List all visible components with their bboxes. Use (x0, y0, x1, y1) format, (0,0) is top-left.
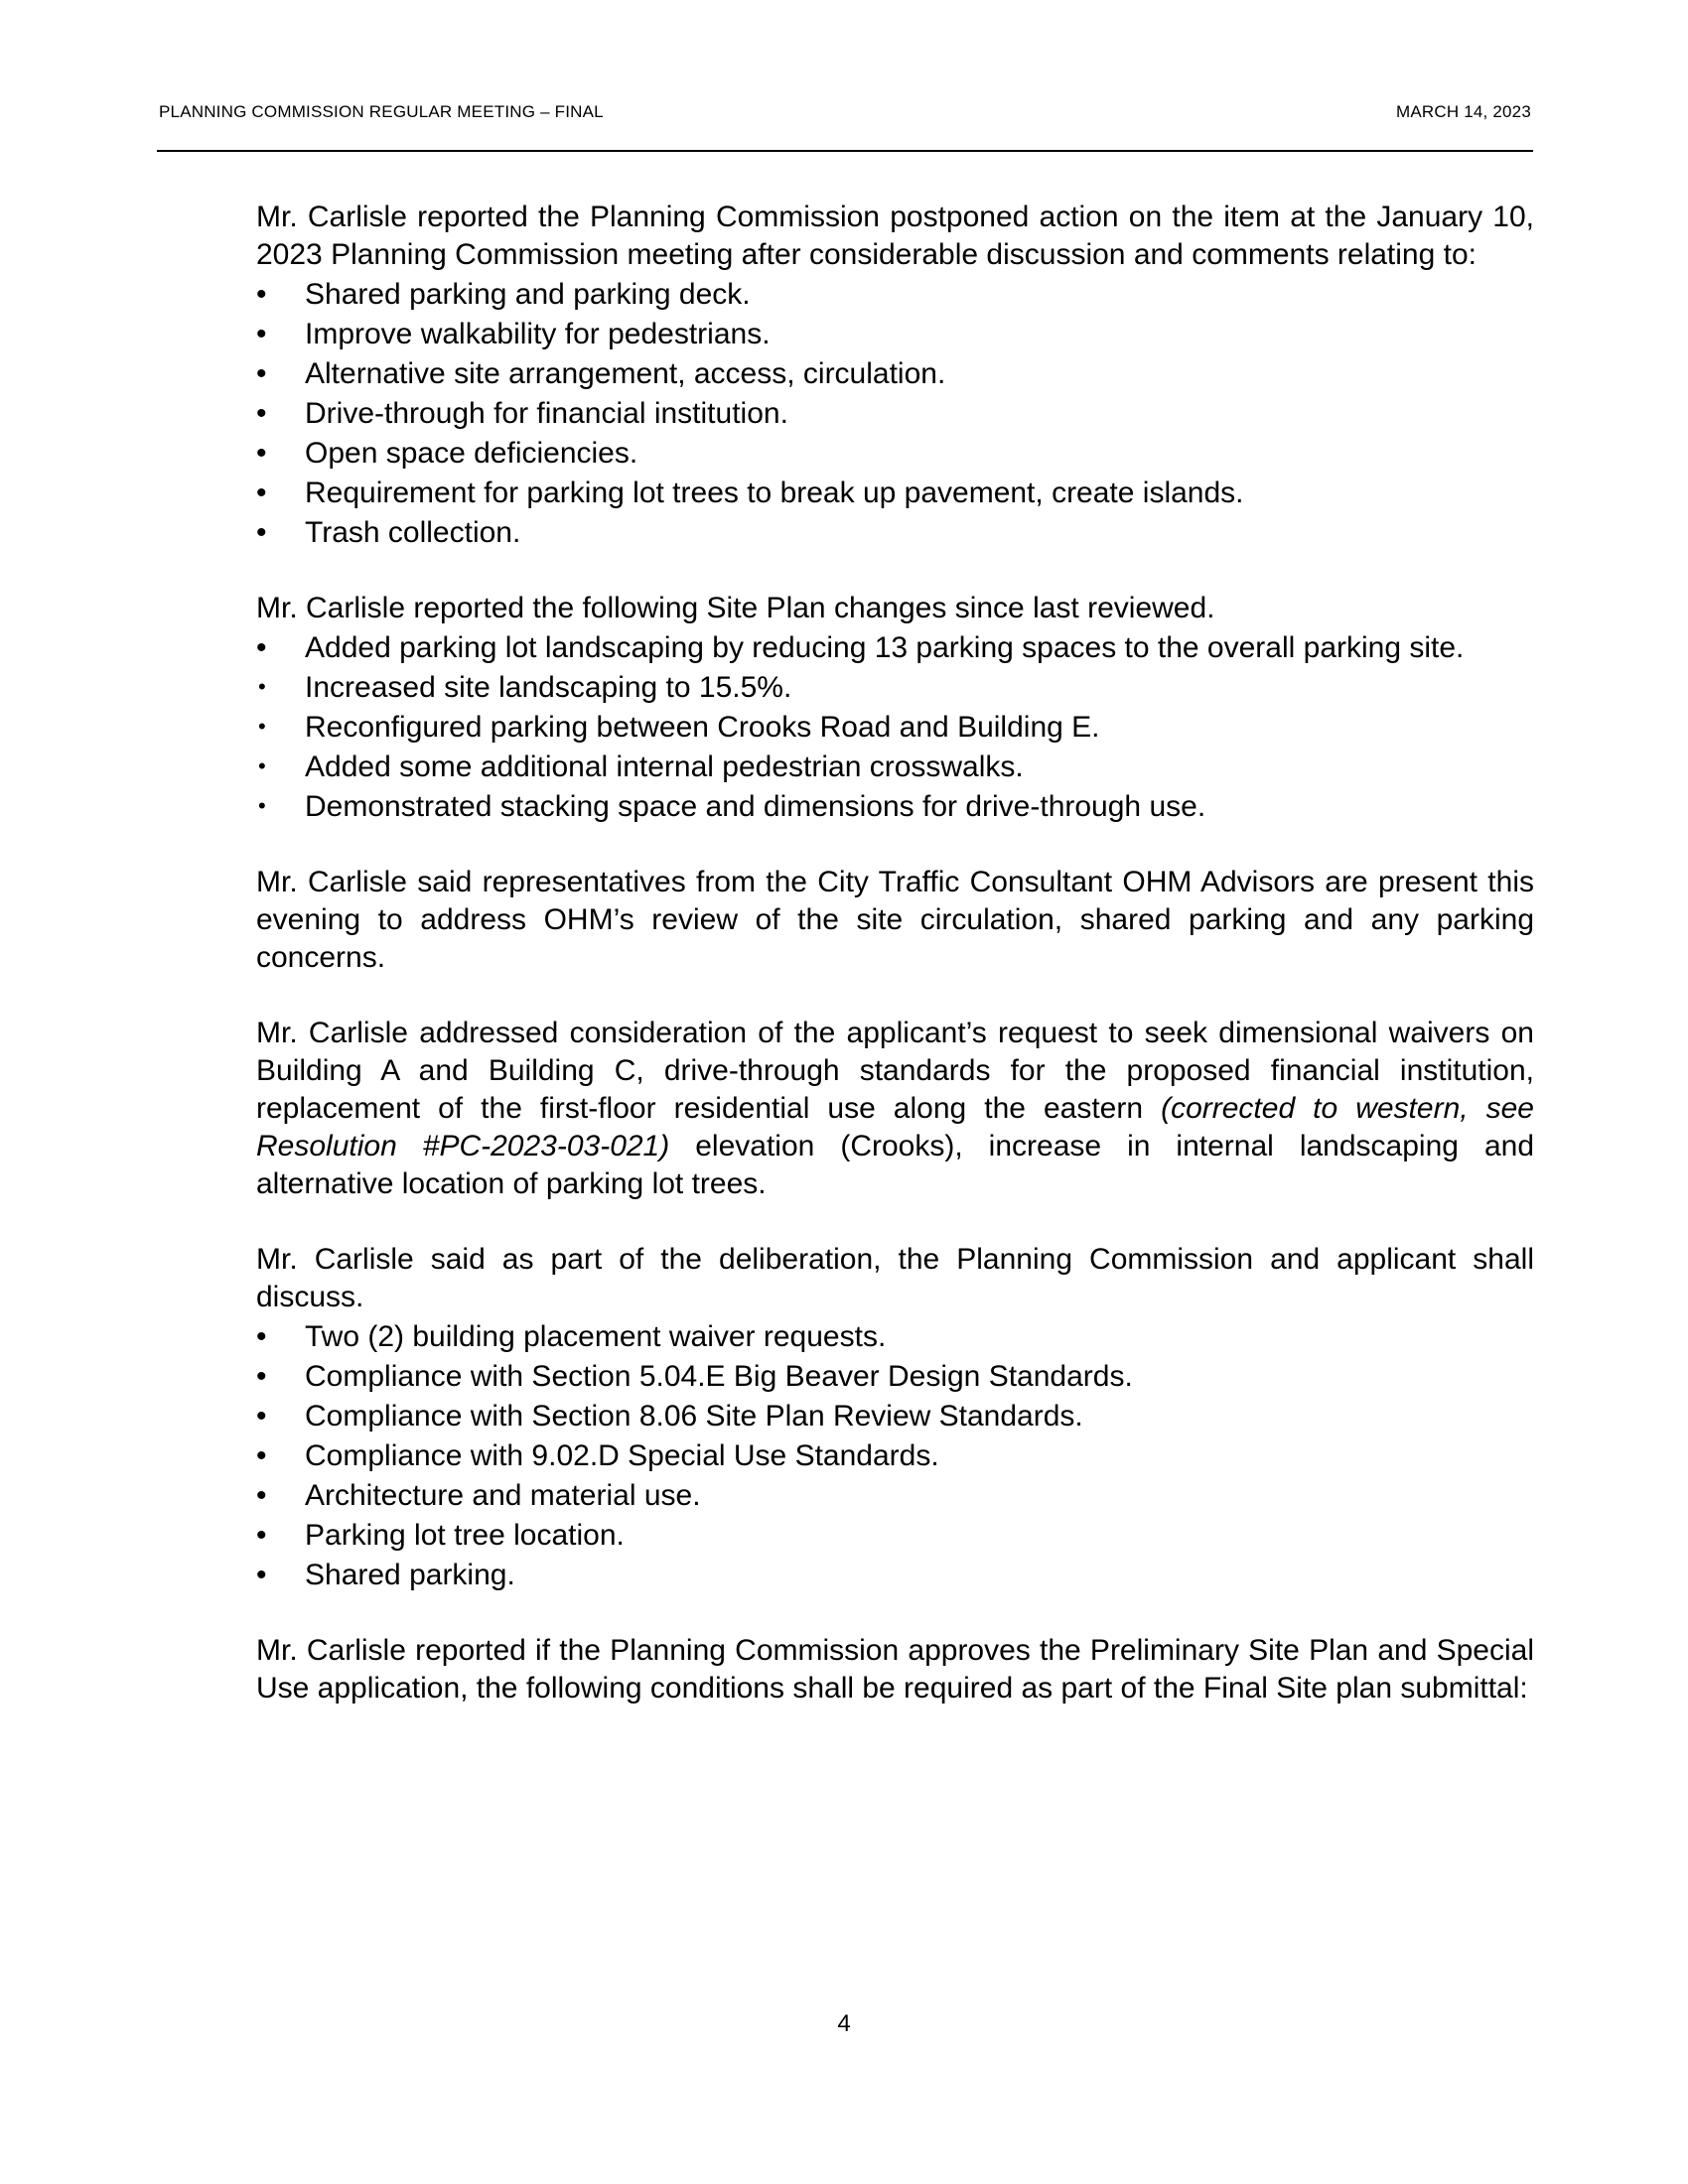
list-item (256, 629, 1534, 667)
waivers-text-end: elevation (Crooks), increase in internal landscaping and alternative location of parking lot trees. (256, 1130, 1534, 1200)
list-item-text: Requirement for parking lot trees to break up pavement, create islands. (305, 477, 1244, 509)
page-number: 4 (837, 2010, 851, 2037)
paragraph-conditions: Mr. Carlisle reported if the Planning Commission approves the Preliminary Site Plan and Special Use application, the following conditions shall be required as part of the Final Site plan submittal: (256, 1634, 1534, 1705)
list-item-text: Added some additional internal pedestrian crosswalks. (305, 751, 1024, 783)
bullet-icon: • (256, 278, 267, 311)
bullet-icon: • (258, 714, 266, 739)
bullet-icon: • (256, 1559, 267, 1591)
list-item (256, 475, 1534, 512)
list-item (256, 1477, 1534, 1515)
list-item-text: Compliance with Section 5.04.E Big Beaver Design Standards. (305, 1360, 1133, 1393)
paragraph-postponed-action: Mr. Carlisle reported the Planning Commission postponed action on the item at the January 10, 2023 Planning Commission meeting after considerable discussion and comments relating to: (256, 201, 1534, 271)
list-item-text: Increased site landscaping to 15.5%. (305, 671, 792, 704)
list-item-text: Alternative site arrangement, access, circulation. (305, 357, 946, 390)
list-item (256, 316, 1534, 353)
bullet-icon: • (258, 753, 266, 778)
list-item (256, 749, 1534, 786)
list-item-text: Two (2) building placement waiver requests. (305, 1320, 887, 1353)
bullet-icon: • (256, 1479, 267, 1512)
paragraph-dimensional-waivers (256, 1015, 1534, 1203)
bullet-icon: • (256, 1360, 267, 1393)
bullet-icon: • (258, 793, 266, 818)
list-item (256, 1358, 1534, 1396)
document-body (256, 199, 1534, 1707)
page-header (157, 102, 1533, 152)
bullet-icon: • (256, 357, 267, 390)
list-item (256, 435, 1534, 473)
header-meeting-date: MARCH 14, 2023 (1395, 102, 1531, 121)
bullet-icon: • (256, 437, 267, 470)
list-item-text: Trash collection. (305, 516, 521, 549)
list-item (256, 395, 1534, 433)
bullet-icon: • (256, 477, 267, 509)
paragraph-deliberation: Mr. Carlisle said as part of the deliberation, the Planning Commission and applicant shall discuss. (256, 1243, 1534, 1313)
list-item-text: Open space deficiencies. (305, 437, 638, 470)
list-item (256, 788, 1534, 826)
list-item (256, 514, 1534, 552)
bullet-icon: • (256, 1400, 267, 1433)
list-item (256, 709, 1534, 747)
paragraph-site-plan-changes: Mr. Carlisle reported the following Site Plan changes since last reviewed. (256, 592, 1215, 624)
list-item-text: Parking lot tree location. (305, 1519, 625, 1552)
list-item (256, 669, 1534, 707)
list-item-text: Drive-through for financial institution. (305, 397, 788, 430)
bullet-icon: • (256, 318, 267, 350)
list-item-text: Reconfigured parking between Crooks Road and Building E. (305, 711, 1100, 744)
list-item-text: Added parking lot landscaping by reducing 13 parking spaces to the overall parking site. (305, 631, 1465, 664)
list-item (256, 1557, 1534, 1594)
list-item-text: Compliance with 9.02.D Special Use Standards. (305, 1439, 939, 1472)
bullet-icon: • (256, 631, 267, 664)
paragraph-traffic-consultant: Mr. Carlisle said representatives from the City Traffic Consultant OHM Advisors are present this evening to address OHM’s review of the site circulation, shared parking and any parking concerns. (256, 866, 1534, 974)
list-item (256, 276, 1534, 314)
list-item-text: Shared parking and parking deck. (305, 278, 751, 311)
bullet-list-discussion-topics (256, 276, 1534, 552)
bullet-list-deliberation-items (256, 1318, 1534, 1594)
list-item (256, 1437, 1534, 1475)
list-item (256, 1398, 1534, 1435)
bullet-icon: • (256, 1320, 267, 1353)
list-item-text: Architecture and material use. (305, 1479, 701, 1512)
list-item (256, 355, 1534, 393)
bullet-icon: • (256, 1439, 267, 1472)
bullet-icon: • (256, 1519, 267, 1552)
correction-note: (corrected to western, see Resolution #PC-2023-03-021) (256, 1092, 1534, 1162)
bullet-icon: • (256, 397, 267, 430)
list-item (256, 1318, 1534, 1356)
bullet-list-site-plan-changes (256, 629, 1534, 826)
list-item (256, 1517, 1534, 1555)
list-item-text: Compliance with Section 8.06 Site Plan Review Standards. (305, 1400, 1083, 1433)
list-item-text: Improve walkability for pedestrians. (305, 318, 771, 350)
list-item-text: Shared parking. (305, 1559, 515, 1591)
header-meeting-title: PLANNING COMMISSION REGULAR MEETING – FINAL (159, 102, 604, 121)
bullet-icon: • (258, 674, 266, 699)
waivers-text-start: Mr. Carlisle addressed consideration of the applicant’s request to seek dimensional waivers on Building A and Building C, drive-through standards for the proposed financial institution, replacement of the first-floor residential use along the eastern (256, 1017, 1534, 1125)
bullet-icon: • (256, 516, 267, 549)
list-item-text: Demonstrated stacking space and dimensions for drive-through use. (305, 790, 1206, 823)
